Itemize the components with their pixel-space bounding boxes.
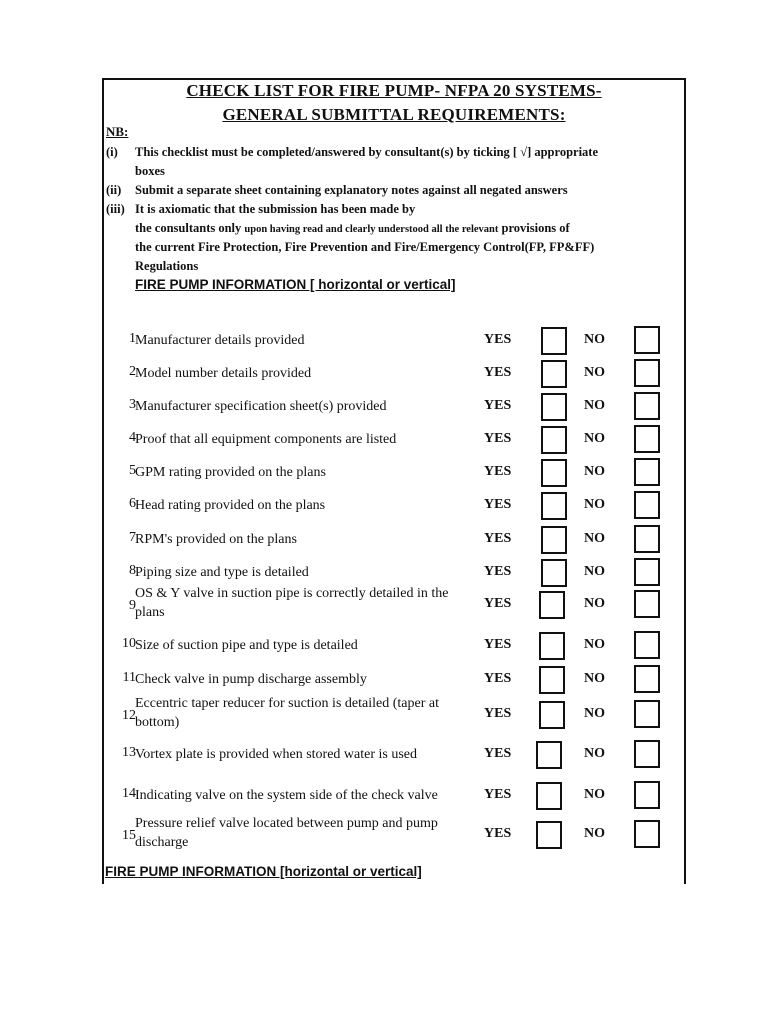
list-item bbox=[104, 781, 684, 811]
item-question: RPM's provided on the plans bbox=[135, 532, 297, 547]
list-item bbox=[104, 586, 684, 620]
no-label: NO bbox=[584, 596, 605, 611]
no-checkbox[interactable] bbox=[634, 740, 660, 768]
note-text: This checklist must be completed/answered by consultant(s) by ticking [ √] appropriate bbox=[135, 145, 599, 159]
no-checkbox[interactable] bbox=[634, 326, 660, 354]
yes-label: YES bbox=[484, 826, 512, 841]
page-subtitle: GENERAL SUBMITTAL REQUIREMENTS: bbox=[222, 105, 566, 124]
yes-label: YES bbox=[484, 564, 512, 579]
yes-label: YES bbox=[484, 497, 512, 512]
section-header: FIRE PUMP INFORMATION [ horizontal or vertical] bbox=[135, 277, 456, 292]
no-label: NO bbox=[584, 531, 605, 546]
item-number: 4 bbox=[129, 430, 136, 445]
yes-checkbox[interactable] bbox=[541, 459, 567, 487]
yes-label: YES bbox=[484, 464, 512, 479]
item-question: Indicating valve on the system side of the check valve bbox=[135, 788, 438, 803]
list-item bbox=[104, 392, 684, 422]
note-text: the current Fire Protection, Fire Prevention and Fire/Emergency Control(FP, FP&FF) bbox=[135, 240, 595, 254]
no-label: NO bbox=[584, 787, 605, 802]
item-number: 10 bbox=[122, 636, 136, 651]
list-item bbox=[104, 491, 684, 521]
no-label: NO bbox=[584, 706, 605, 721]
no-label: NO bbox=[584, 637, 605, 652]
item-number: 1 bbox=[129, 331, 136, 346]
yes-checkbox[interactable] bbox=[541, 426, 567, 454]
item-number: 5 bbox=[129, 463, 136, 478]
yes-label: YES bbox=[484, 365, 512, 380]
yes-checkbox[interactable] bbox=[541, 559, 567, 587]
item-question: Check valve in pump discharge assembly bbox=[135, 672, 367, 687]
item-question: GPM rating provided on the plans bbox=[135, 465, 326, 480]
item-number: 11 bbox=[122, 670, 136, 685]
item-number: 14 bbox=[122, 786, 136, 801]
no-label: NO bbox=[584, 497, 605, 512]
page-title: CHECK LIST FOR FIRE PUMP- NFPA 20 SYSTEMS- bbox=[186, 81, 602, 100]
no-label: NO bbox=[584, 332, 605, 347]
yes-checkbox[interactable] bbox=[541, 360, 567, 388]
yes-checkbox[interactable] bbox=[539, 632, 565, 660]
no-label: NO bbox=[584, 431, 605, 446]
yes-checkbox[interactable] bbox=[539, 701, 565, 729]
item-question: Eccentric taper reducer for suction is detailed (taper at bottom) bbox=[135, 696, 439, 730]
no-checkbox[interactable] bbox=[634, 665, 660, 693]
list-item bbox=[104, 458, 684, 488]
note-text-small: upon having read and clearly understood all the relevant bbox=[244, 224, 499, 235]
list-item bbox=[104, 665, 684, 695]
item-question: Proof that all equipment components are listed bbox=[135, 432, 397, 447]
item-number: 13 bbox=[122, 745, 136, 760]
no-label: NO bbox=[584, 671, 605, 686]
yes-label: YES bbox=[484, 706, 512, 721]
yes-checkbox[interactable] bbox=[541, 393, 567, 421]
no-checkbox[interactable] bbox=[634, 558, 660, 586]
yes-checkbox[interactable] bbox=[536, 741, 562, 769]
no-checkbox[interactable] bbox=[634, 820, 660, 848]
no-checkbox[interactable] bbox=[634, 392, 660, 420]
no-checkbox[interactable] bbox=[634, 491, 660, 519]
note-tag: (iii) bbox=[106, 202, 125, 216]
no-checkbox[interactable] bbox=[634, 425, 660, 453]
item-number: 12 bbox=[122, 708, 136, 723]
yes-label: YES bbox=[484, 531, 512, 546]
no-label: NO bbox=[584, 746, 605, 761]
item-number: 9 bbox=[129, 598, 136, 613]
section-footer: FIRE PUMP INFORMATION [horizontal or vertical] bbox=[105, 864, 422, 879]
item-number: 7 bbox=[129, 530, 136, 545]
item-number: 6 bbox=[129, 496, 136, 511]
note-tag: (ii) bbox=[106, 183, 122, 197]
note-text: Submit a separate sheet containing explanatory notes against all negated answers bbox=[135, 183, 568, 197]
note-text: Regulations bbox=[135, 259, 199, 273]
no-label: NO bbox=[584, 365, 605, 380]
item-number: 3 bbox=[129, 397, 136, 412]
no-checkbox[interactable] bbox=[634, 631, 660, 659]
no-label: NO bbox=[584, 826, 605, 841]
item-question: Piping size and type is detailed bbox=[135, 565, 309, 580]
nb-label: NB: bbox=[106, 124, 129, 139]
item-number: 2 bbox=[129, 364, 136, 379]
list-item bbox=[104, 525, 684, 555]
yes-checkbox[interactable] bbox=[536, 782, 562, 810]
yes-label: YES bbox=[484, 787, 512, 802]
item-number: 8 bbox=[129, 563, 136, 578]
list-item bbox=[104, 740, 684, 770]
list-item bbox=[104, 631, 684, 661]
yes-checkbox[interactable] bbox=[541, 327, 567, 355]
yes-label: YES bbox=[484, 398, 512, 413]
no-label: NO bbox=[584, 464, 605, 479]
no-checkbox[interactable] bbox=[634, 458, 660, 486]
yes-label: YES bbox=[484, 637, 512, 652]
item-question: Model number details provided bbox=[135, 366, 312, 381]
yes-label: YES bbox=[484, 746, 512, 761]
item-question: Head rating provided on the plans bbox=[135, 498, 326, 513]
list-item bbox=[104, 816, 684, 850]
note-tag: (i) bbox=[106, 145, 118, 159]
item-question: OS & Y valve in suction pipe is correctly detailed in the plans bbox=[135, 586, 449, 620]
item-number: 15 bbox=[122, 828, 136, 843]
note-text: It is axiomatic that the submission has been made by bbox=[135, 202, 416, 216]
yes-checkbox[interactable] bbox=[539, 591, 565, 619]
item-question: Vortex plate is provided when stored water is used bbox=[135, 747, 418, 762]
list-item bbox=[104, 696, 684, 730]
yes-checkbox[interactable] bbox=[541, 526, 567, 554]
no-checkbox[interactable] bbox=[634, 359, 660, 387]
yes-label: YES bbox=[484, 431, 512, 446]
yes-checkbox[interactable] bbox=[539, 666, 565, 694]
list-item bbox=[104, 359, 684, 389]
item-question: Manufacturer details provided bbox=[135, 333, 305, 348]
no-checkbox[interactable] bbox=[634, 700, 660, 728]
no-label: NO bbox=[584, 564, 605, 579]
no-label: NO bbox=[584, 398, 605, 413]
list-item bbox=[104, 326, 684, 356]
no-checkbox[interactable] bbox=[634, 590, 660, 618]
item-question: Size of suction pipe and type is detailed bbox=[135, 638, 358, 653]
yes-checkbox[interactable] bbox=[536, 821, 562, 849]
yes-label: YES bbox=[484, 596, 512, 611]
no-checkbox[interactable] bbox=[634, 781, 660, 809]
item-question: Pressure relief valve located between pump and pump discharge bbox=[135, 816, 438, 850]
yes-label: YES bbox=[484, 671, 512, 686]
note-text: the consultants only bbox=[135, 221, 242, 235]
yes-label: YES bbox=[484, 332, 512, 347]
note-text: provisions of bbox=[501, 221, 570, 235]
no-checkbox[interactable] bbox=[634, 525, 660, 553]
item-question: Manufacturer specification sheet(s) provided bbox=[135, 399, 387, 414]
yes-checkbox[interactable] bbox=[541, 492, 567, 520]
note-text: boxes bbox=[135, 164, 165, 178]
list-item bbox=[104, 425, 684, 455]
